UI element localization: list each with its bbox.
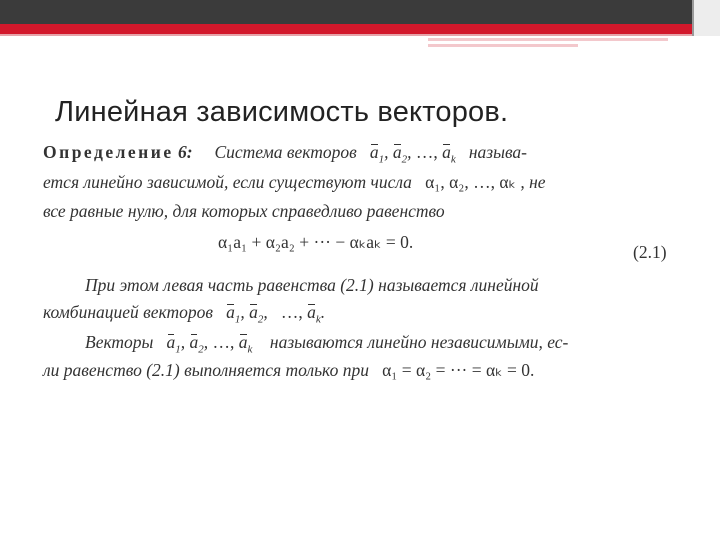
vector-a1: a [369, 142, 379, 162]
paragraph3-line-2: ли равенство (2.1) выполняется только при α₁ = α₂ = ··· = αₖ = 0. [43, 360, 535, 380]
top-accent-line [428, 38, 668, 41]
top-thin-bar [0, 34, 720, 36]
vector-ak: a [442, 142, 451, 162]
top-red-bar [0, 24, 720, 34]
top-accent-line-short [428, 44, 578, 47]
vector-a1: a [226, 302, 235, 322]
equation-expression: α₁a₁ + α₂a₂ + ··· − αₖaₖ = 0 [218, 232, 409, 252]
paragraph3-line-1: Векторы $a_1$, $a_2$, …, $a_k$ называются линейно независимыми, ес- [85, 332, 569, 356]
top-corner-block [692, 0, 720, 36]
vector-a2: a [392, 142, 402, 162]
vector-a1: a [166, 332, 176, 352]
alpha-list: α₁, α₂, …, αₖ [425, 172, 516, 192]
vector-ak: a [238, 332, 248, 352]
definition-number: 6: [177, 142, 193, 162]
vector-a2: a [249, 302, 258, 322]
definition-line-1: Определение 6: Система векторов $a_1$, $a_2$, …, $a_k$ называ- [43, 142, 528, 166]
paragraph2-line-1: При этом левая часть равенства (2.1) называется линейной [85, 275, 539, 295]
slide-title: Линейная зависимость векторов. [55, 96, 509, 128]
definition-line-3: все равные нулю, для которых справедливо равенство [43, 201, 445, 221]
top-dark-bar [0, 0, 720, 24]
definition-line-2: ется линейно зависимой, если существуют числа α₁, α₂, …, αₖ , не [43, 172, 546, 192]
definition-label: Определение [43, 142, 174, 162]
equation: α₁a₁ + α₂a₂ + ··· − αₖaₖ = 0. [218, 232, 414, 252]
definition-text: Система векторов [214, 142, 357, 162]
zero-condition: α₁ = α₂ = ··· = αₖ = 0. [382, 360, 535, 380]
paragraph2-line-2: комбинацией векторов $a_1$, $a_2$, …, $a_k$. [43, 302, 326, 326]
equation-number: (2.1) [633, 242, 667, 262]
vector-a2: a [189, 332, 199, 352]
vector-ak: a [307, 302, 316, 322]
